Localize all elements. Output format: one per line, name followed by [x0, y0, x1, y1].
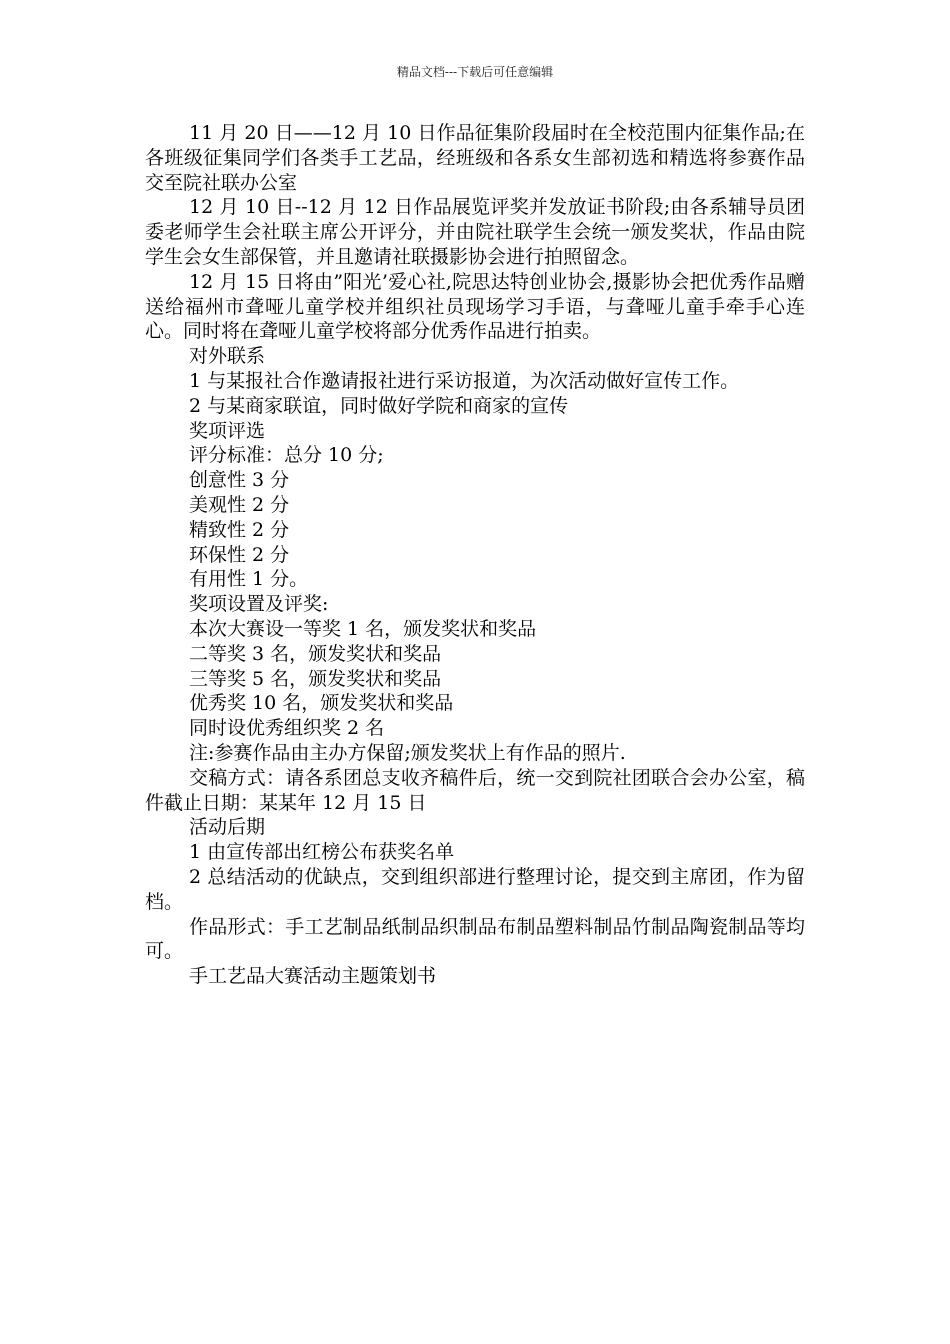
- paragraph-note: 注:参赛作品由主办方保留;颁发奖状上有作品的照片.: [189, 741, 626, 764]
- paragraph-third-prize: 三等奖 5 名，颁发奖状和奖品: [189, 667, 442, 690]
- document-title-line: 手工艺品大赛活动主题策划书: [189, 965, 437, 988]
- page-header: 精品文档---下载后可任意编辑: [396, 65, 554, 79]
- paragraph-work-forms: 作品形式：手工艺制品纸制品织制品布制品塑料制品竹制品陶瓷制品等均可。: [145, 915, 805, 963]
- paragraph-contact-2: 2 与某商家联谊，同时做好学院和商家的宣传: [189, 394, 569, 417]
- paragraph-excellence-prize: 优秀奖 10 名，颁发奖状和奖品: [189, 692, 454, 715]
- paragraph-scoring-standard: 评分标准：总分 10 分;: [189, 444, 384, 467]
- paragraph-score-usefulness: 有用性 1 分。: [189, 568, 309, 591]
- heading-post-activity: 活动后期: [189, 816, 266, 839]
- paragraph-contact-1: 1 与某报社合作邀请报社进行采访报道，为次活动做好宣传工作。: [189, 369, 740, 392]
- paragraph-score-refinement: 精致性 2 分: [189, 518, 290, 541]
- paragraph-organization-prize: 同时设优秀组织奖 2 名: [189, 717, 385, 740]
- paragraph-score-creativity: 创意性 3 分: [189, 469, 290, 492]
- paragraph-post-2: 2 总结活动的优缺点，交到组织部进行整理讨论，提交到主席团，作为留档。: [145, 865, 805, 913]
- heading-award-selection: 奖项评选: [189, 419, 266, 442]
- paragraph-second-prize: 二等奖 3 名，颁发奖状和奖品: [189, 642, 442, 665]
- paragraph-submission-method: 交稿方式：请各系团总支收齐稿件后，统一交到院社团联合会办公室，稿件截止日期：某某年 12 月 15 日: [145, 766, 805, 814]
- paragraph-donation-phase: 12 月 15 日将由”阳光’爱心社,院思达特创业协会,摄影协会把优秀作品赠送给福州市聋哑儿童学校并组织社员现场学习手语，与聋哑儿童手牵手心连心。同时将在聋哑儿童学校将部分优秀作品进行拍卖。: [145, 270, 805, 343]
- paragraph-collection-phase: 11 月 20 日——12 月 10 日作品征集阶段届时在全校范围内征集作品;在各班级征集同学们各类手工艺品，经班级和各系女生部初选和精选将参赛作品交至院社联办公室: [145, 122, 805, 194]
- paragraph-score-appearance: 美观性 2 分: [189, 493, 290, 516]
- heading-external-contact: 对外联系: [189, 345, 266, 368]
- document-body: [145, 121, 805, 989]
- heading-award-setup: 奖项设置及评奖:: [189, 593, 329, 616]
- paragraph-exhibition-phase: 12 月 10 日--12 月 12 日作品展览评奖并发放证书阶段;由各系辅导员团委老师学生会社联主席公开评分，并由院社联学生会统一颁发奖状，作品由院学生会女生部保管，并且邀请社联摄影协会进行拍照留念。: [145, 196, 805, 268]
- paragraph-post-1: 1 由宣传部出红榜公布获奖名单: [189, 841, 455, 864]
- paragraph-score-eco: 环保性 2 分: [189, 543, 290, 566]
- paragraph-first-prize: 本次大赛设一等奖 1 名，颁发奖状和奖品: [189, 617, 537, 640]
